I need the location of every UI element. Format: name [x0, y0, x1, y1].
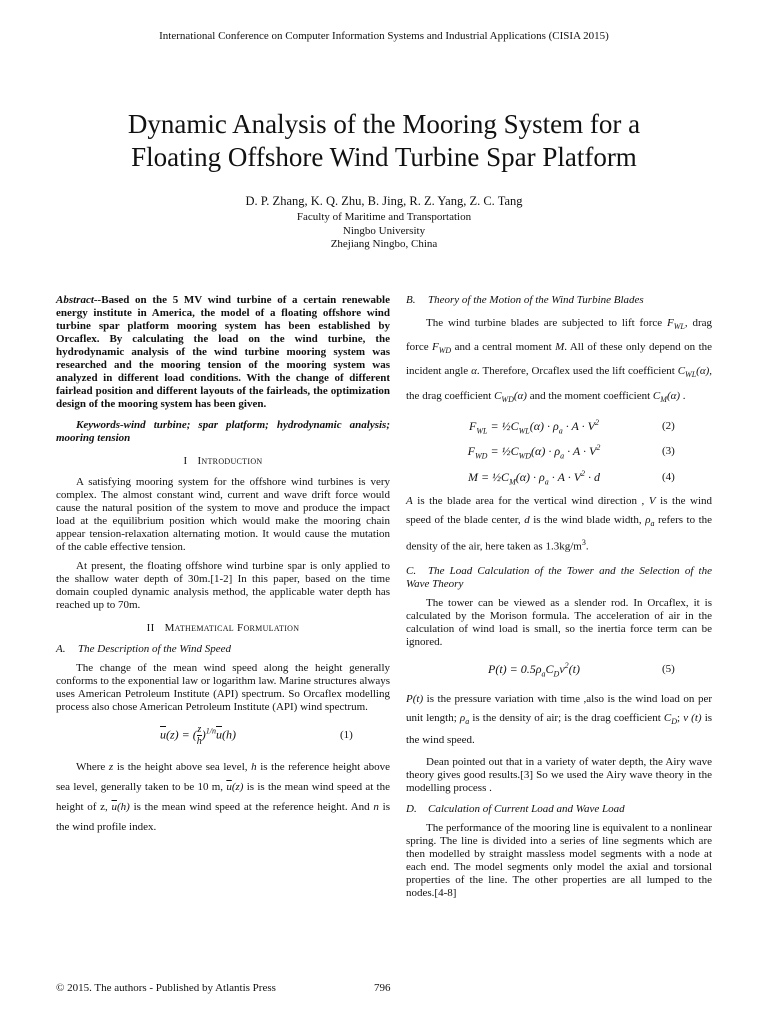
equation-4-number: (4) [662, 470, 675, 483]
abstract-lead: Abstract-- [56, 294, 102, 306]
equation-2-number: (2) [662, 419, 675, 432]
conference-header: International Conference on Computer Information Systems and Industrial Applications (CISIA 2015) [159, 30, 609, 42]
section-heading-math: II Mathematical Formulation [146, 622, 300, 634]
equation-3-number: (3) [662, 445, 675, 458]
abstract [56, 294, 390, 411]
subsection-heading: A. The Description of the Wind Speed [56, 643, 232, 655]
affiliation-line: Zhejiang Ningbo, China [330, 238, 438, 250]
right-column [406, 294, 712, 906]
wind-speed-paragraph: The change of the mean wind speed along the height generally conforms to the exponential law or logarithm law. Marine structures always uses American Petroleum Institute (API) spectrum. So Orcaflex modelling process also chose American Petroleum Institute (API) wind spectrum. [56, 662, 390, 713]
equation-1 [56, 724, 390, 747]
subsection-heading: B. Theory of the Motion of the Wind Turbine Blades [406, 294, 644, 306]
equation-2: $F_{WL}$ = $\frac{1}{2}C_{WL}(\alpha) \cdot \rho_a \cdot A \cdot V^2$ (2) [406, 416, 712, 437]
section-heading-introduction: I Introduction [183, 455, 263, 467]
blade-theory-paragraph: The wind turbine blades are subjected to lift force $F_{WL}$, drag force $F_{WD}$ and a central moment M. All of these only depend on the incident angle α. Therefore, Orcaflex used the lift coefficient $C_{WL}(\alpha)$, the drag coefficient $C_{WD}(\alpha)$ and the moment coefficient $C_M(\alpha)$ . [406, 317, 713, 404]
equation-1-explanation: Where z is the height above sea level, h is the reference height above sea level, generally taken to be 10 m, $\overline{u}(z)$ is is the mean wind speed at the height of z, $\overline{u}(h)$ is the mean wind speed at the reference height. And n is the wind profile index. [56, 761, 391, 833]
equation-5-number: (5) [662, 662, 675, 675]
equation-1-number: (1) [340, 729, 353, 741]
equation-3: $F_{WD}$ = $\frac{1}{2}C_{WD}(\alpha) \cdot \rho_a \cdot A \cdot V^2$ (3) [406, 441, 712, 462]
equation-4: $M = \frac{1}{2}C_M(\alpha) \cdot \rho_a \cdot A \cdot V^2 \cdot d$ (4) [406, 467, 712, 488]
title-line-2: Floating Offshore Wind Turbine Spar Platform [131, 142, 637, 172]
equation-5: $P(t) = 0.5\rho_aC_Dv^2(t)$ (5) [406, 659, 712, 680]
keywords: Keywords-wind turbine; spar platform; hydrodynamic analysis; mooring tension [56, 419, 390, 444]
tower-load-paragraph: The tower can be viewed as a slender rod. In Orcaflex, it is calculated by the Morison formula. The acceleration of air in the calculation of wind load is small, so the inertia force term can be ignored. [406, 596, 712, 648]
mooring-line-paragraph: The performance of the mooring line is equivalent to a nonlinear spring. The line is divided into a series of line segments which are then modelled by straight massless model segments with a node at each end. The model segments only model the axial and torsional properties of the line. The other properties are all lumped to the nodes.[4-8] [406, 822, 712, 900]
page-number: 796 [374, 982, 391, 994]
intro-paragraph: At present, the floating offshore wind turbine spar is only applied to the shallow water depth of 30m.[1-2] In this paper, based on the time domain coupled dynamic analysis method, the applicable water depth has reached up to 70m. [56, 560, 390, 611]
airy-wave-paragraph: Dean pointed out that in a variety of water depth, the Airy wave theory gives good results.[3] So we used the Airy wave theory in the modelling process . [406, 756, 712, 795]
subsection-heading: C. The Load Calculation of the Tower and the Selection of the Wave Theory [406, 564, 712, 590]
equation-1-body: $\overline{u}(z)$ = ( $\frac{z}{h}$ )$^{1/n}\overline{u}(h)$ [160, 724, 236, 747]
copyright-footer: © 2015. The authors - Published by Atlantis Press [56, 982, 276, 994]
affiliation-line: Faculty of Maritime and Transportation [296, 211, 472, 223]
subsection-heading: D. Calculation of Current Load and Wave Load [406, 803, 625, 816]
author-list: D. P. Zhang, K. Q. Zhu, B. Jing, R. Z. Yang, Z. C. Tang [245, 194, 523, 208]
affiliation-line: Ningbo University [342, 224, 426, 237]
intro-paragraph: A satisfying mooring system for the offshore wind turbines is very complex. The almost constant wind, current and wave drift force would cause the natural position of the system to move and produce the impact load at the equilibrium position which would make the mooring chain appear tension-relaxation alternating motion. It would cause the mutation of the cable effective tension. [56, 476, 390, 553]
left-column [56, 294, 390, 843]
equation-2-4-explanation: A is the blade area for the vertical wind direction , V is the wind speed of the blade center, d is the wind blade width, $\rho_a$ refers to the density of the air, here taken as $1.3kg/m^3$. [406, 494, 713, 553]
affiliation [0, 211, 768, 252]
title-line-1: Dynamic Analysis of the Mooring System for a [127, 109, 641, 139]
abstract-text: Based on the 5 MV wind turbine of a certain renewable energy institute in America, the model of a floating offshore wind turbine spar platform mooring system has been established by Orcaflex. By calculating the load on the wind turbine, the hydrodynamic analysis of the wind turbine mooring system was researched and the mooring tension of the mooring system was analyzed in different load conditions. With the change of different fairlead position and different layouts of the fairleads, the optimization design of the mooring system has been given. [56, 294, 390, 410]
equation-5-explanation: P(t) is the pressure variation with time ,also is the wind load on per unit length; $\rho_a$ is the density of air; is the drag coefficient $C_D$; v (t) is the wind speed. [406, 693, 713, 747]
paper-title [60, 108, 708, 174]
